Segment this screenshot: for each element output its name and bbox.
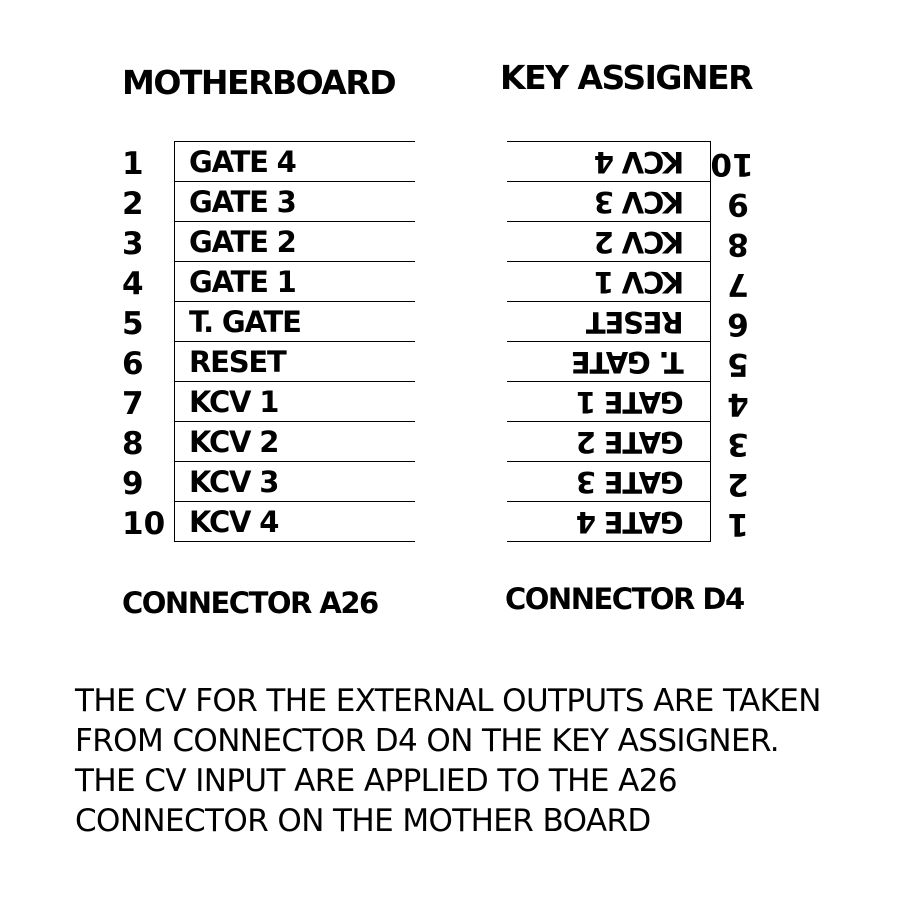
a26-row — [174, 501, 415, 542]
connector-a26-table — [174, 141, 415, 542]
a26-pin-number: 5 — [122, 306, 144, 342]
d4-pin-number: 1 — [727, 506, 749, 542]
d4-signal: GATE 2 — [577, 425, 684, 459]
connector-d4-table — [507, 141, 711, 542]
a26-pin-number: 2 — [122, 186, 144, 222]
d4-pin-number: 5 — [727, 346, 749, 382]
a26-signal: GATE 4 — [189, 145, 296, 179]
a26-row — [174, 261, 415, 301]
a26-signal: KCV 2 — [189, 425, 279, 459]
d4-signal: GATE 3 — [577, 465, 684, 499]
a26-row — [174, 221, 415, 261]
a26-pin-number: 10 — [122, 506, 166, 542]
note-line: THE CV INPUT ARE APPLIED TO THE A26 — [75, 763, 677, 799]
note-line: CONNECTOR ON THE MOTHER BOARD — [75, 803, 651, 839]
a26-row — [174, 141, 415, 181]
a26-signal: GATE 2 — [189, 225, 296, 259]
d4-row — [507, 261, 711, 301]
d4-signal: KCV 3 — [594, 185, 684, 219]
connector-d4-label: CONNECTOR D4 — [505, 582, 744, 616]
d4-row — [507, 421, 711, 461]
d4-row — [507, 381, 711, 421]
a26-pin-number: 8 — [122, 426, 144, 462]
d4-signal: KCV 4 — [594, 145, 684, 179]
a26-row — [174, 301, 415, 341]
a26-row — [174, 421, 415, 461]
a26-signal: KCV 3 — [189, 465, 279, 499]
d4-pin-number: 7 — [727, 266, 749, 302]
d4-pin-number: 3 — [727, 426, 749, 462]
d4-pin-number: 9 — [727, 186, 749, 222]
d4-row — [507, 501, 711, 542]
a26-pin-number: 4 — [122, 266, 144, 302]
d4-pin-number: 6 — [727, 306, 749, 342]
a26-pin-number: 9 — [122, 466, 144, 502]
d4-row — [507, 301, 711, 341]
a26-signal: GATE 3 — [189, 185, 296, 219]
a26-row — [174, 461, 415, 501]
key-assigner-heading: KEY ASSIGNER — [500, 58, 753, 97]
a26-signal: KCV 4 — [189, 505, 279, 539]
explanatory-note — [75, 681, 875, 841]
a26-signal: RESET — [189, 345, 286, 379]
d4-row — [507, 461, 711, 501]
a26-pin-number: 3 — [122, 226, 144, 262]
d4-row — [507, 221, 711, 261]
d4-pin-number: 2 — [727, 466, 749, 502]
connector-a26-label: CONNECTOR A26 — [122, 586, 378, 620]
a26-pin-number: 6 — [122, 346, 144, 382]
d4-pin-number: 4 — [727, 386, 749, 422]
a26-row — [174, 381, 415, 421]
note-line: FROM CONNECTOR D4 ON THE KEY ASSIGNER. — [75, 723, 780, 759]
d4-signal: KCV 1 — [594, 265, 684, 299]
a26-pin-number: 7 — [122, 386, 144, 422]
a26-pin-number: 1 — [122, 146, 144, 182]
d4-row — [507, 141, 711, 181]
motherboard-heading: MOTHERBOARD — [122, 63, 396, 102]
a26-signal: GATE 1 — [189, 265, 296, 299]
d4-pin-number: 10 — [710, 146, 754, 182]
d4-pin-number: 8 — [727, 226, 749, 262]
d4-signal: KCV 2 — [594, 225, 684, 259]
d4-signal: GATE 4 — [577, 505, 684, 539]
a26-signal: T. GATE — [189, 305, 301, 339]
d4-signal: T. GATE — [572, 345, 684, 379]
d4-signal: GATE 1 — [577, 385, 684, 419]
a26-row — [174, 341, 415, 381]
d4-signal: RESET — [587, 305, 684, 339]
note-line: THE CV FOR THE EXTERNAL OUTPUTS ARE TAKEN — [75, 683, 821, 719]
a26-signal: KCV 1 — [189, 385, 279, 419]
d4-row — [507, 341, 711, 381]
d4-row — [507, 181, 711, 221]
a26-row — [174, 181, 415, 221]
